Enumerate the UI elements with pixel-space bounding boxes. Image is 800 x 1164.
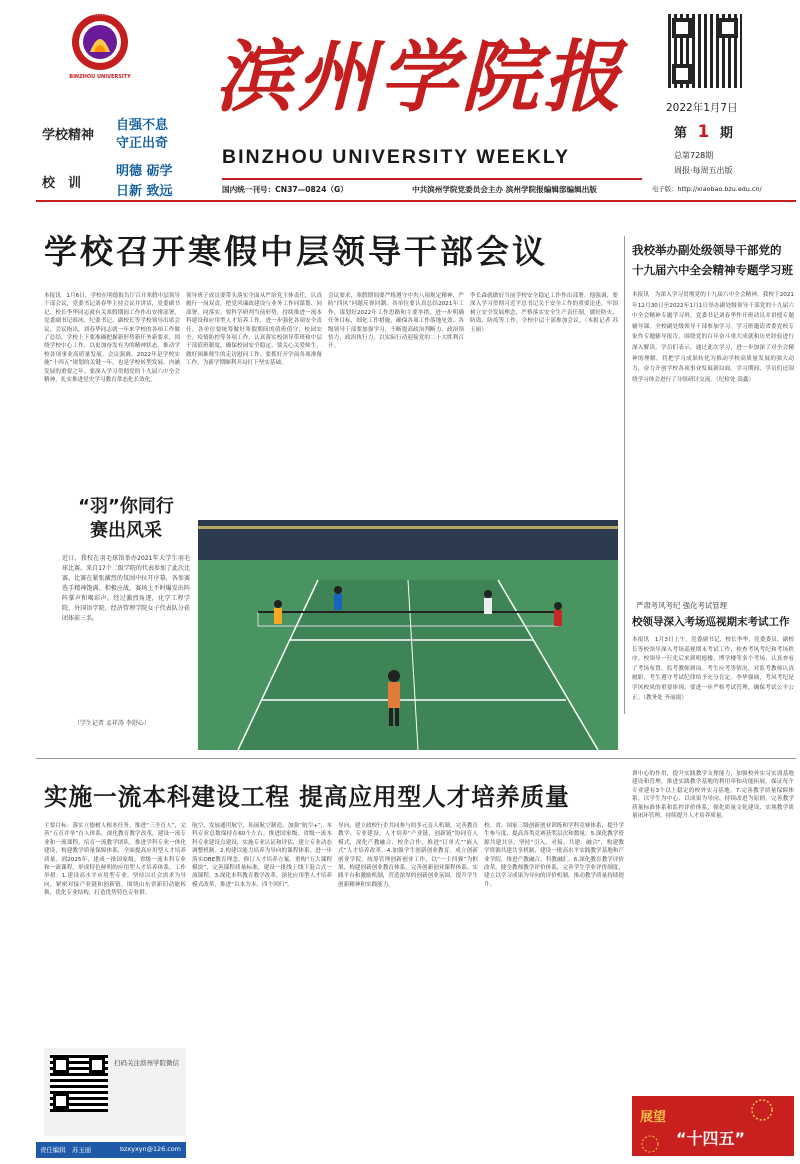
issue-date: 2022年1月7日 — [666, 102, 738, 114]
outlook-title: 展望 — [640, 1110, 667, 1125]
article-4-headline: 实施一流本科建设工程 提高应用型人才培养质量 — [44, 783, 570, 811]
wechat-qr-code — [50, 1054, 108, 1112]
issue-label: 第 — [674, 126, 688, 141]
photo-feature-title-2: 赛出风采 — [90, 520, 162, 541]
e-edition-url[interactable]: 电子版：http://xiaobao.bzu.edu.cn/ — [652, 185, 762, 193]
logo-text: 滨州学院 — [89, 11, 110, 17]
motto-1: 明德 砺学 — [116, 164, 173, 179]
masthead — [0, 0, 800, 226]
badminton-photo — [198, 520, 618, 750]
article-1-col-4: 李长森就做好当前学校安全稳定工作作出部署。他强调，要深入学习贯彻习近平总书记关于安全工作的重要论述，牢固树立安全发展理念，严格落实安全生产责任制，做好防火、防盗、防疫等工作。全校中层干部参加会议。（本报记者 苏玉丽） — [470, 293, 618, 333]
school-spirit-2: 守正出奇 — [116, 136, 169, 151]
school-spirit-1: 自强不息 — [116, 118, 169, 133]
footer-bar — [36, 1142, 186, 1158]
school-spirit-label: 学校精神 — [42, 128, 95, 143]
outlook-subtitle: “十四五” — [676, 1129, 746, 1148]
sponsor-text: 中共滨州学院党委员会主办 滨州学院报编辑部编辑出版 — [412, 185, 597, 194]
badminton-court-illustration — [198, 520, 618, 750]
photo-feature-text: 近日，我校在羽毛球馆举办2021年大学生羽毛球比赛。来自17个二级学院的代表参加了此次比赛。比赛在紧张激烈的氛围中拉开序幕，各参赛选手精神饱满、积极应战，赛场上不时爆发出阵阵掌声和喝彩声。经过激烈角逐，化学工程学院、外国语学院、经济管理学院女子代表队分获团体前三名。 — [62, 555, 190, 622]
article-4-col-4: 校、省、国家三级创新创业训练和学科竞赛体系，提升学生参与度，提高各类竞赛获奖层次和数量。5.深化教学资源共建共享。坚持“引入、对接、共建、融合”，构建教学资源共建共享机制，建设一批高水平实践教学基地和产业学院，推进产教融合、科教融汇。6.深化教育教学评价改革。健全教师教学评价体系，完善学生学业评价制度，建立以学习成果为导向的评价机制，推动教学质量持续提升。 — [484, 823, 624, 888]
issue-unit: 期 — [719, 126, 733, 141]
article-4-col-1: 主要目标：落实立德树人根本任务，推进“三全育人”，完善“五育并举”育人体系，深化教育教学改革，建设一流专业和一流课程，培育一流教学团队，推进学科专业一体化建设，构建教学质量保障体系，全面提高应用型人才培养质量。到2025年，建成一批国家级、省级一流本科专业和一流课程，形成特色鲜明的应用型人才培养体系。工作举措：1.建设高水平应用型专业。坚持以社会需求为导向，紧密对接产业链和创新链，围绕山东省新旧动能转换，优化专业结构，打造优势特色专业群。 — [44, 823, 186, 897]
article-1-col-3: 会议要求，寒假期间要严格遵守中央八项规定精神，严防“四风”问题反弹回潮。各单位要认真总结2021年工作，谋划好2022年工作思路和主要举措，进一步明确任务目标，细化工作措施，确保各项工作落地见效。各级领导干部要加强学习，不断提高政治判断力、政治领悟力、政治执行力，以实际行动迎接党的二十大胜利召开。 — [328, 293, 464, 350]
article-3-kicker: 严肃考风考纪 强化考试管理 — [636, 601, 728, 610]
photo-feature-title-1: “羽”你同行 — [78, 496, 174, 517]
issue-no: 1 — [697, 122, 710, 142]
wechat-qr-box — [44, 1048, 186, 1136]
university-emblem-icon — [68, 8, 132, 96]
photo-credit: （学生记者 孟祥涛 李舒心） — [74, 720, 150, 727]
article-3-headline: 校领导深入考场巡视期末考试工作 — [632, 616, 790, 628]
article-4-col-3: 导向，建立政校行企共同参与的多元育人机制，完善教育教学、专业建设、人才培养“产业链、创新链”协同育人模式，深化产教融合、校企合作，推进“订单式”“嵌入式”人才培养改革。4.加强学生创新创业教育。成立创新创业学院，统筹管理创新创业工作，以“一主四翼”为框架，构建创新创业教育体系，完善创新创业课程体系、实践平台和激励机制，营造浓厚的创新创业氛围，提升学生创新精神和实践能力。 — [338, 823, 478, 888]
outlook-banner — [632, 1096, 794, 1156]
article-1-headline: 学校召开寒假中层领导干部会议 — [44, 232, 548, 271]
article-1-col-2: 领导班子成员要带头落实全面从严治党主体责任，认真履行一岗双责，把党风廉政建设与业务工作同谋划、同部署、同落实。要科学研判当前形势，持续推进一流本科建设和应用型人才培养工作，进一步强化各项安全责任。各单位要统筹做好寒假期间的值班值守、校园安全、疫情防控等各项工作，认真落实校领导带班和中层干部值班制度，确保校园安全稳定。要关心关爱师生，做好困难师生的走访慰问工作。要抓好开学前各项准备工作，为新学期顺利开局打下坚实基础。 — [186, 293, 322, 367]
article-2-headline-1: 我校举办副处级领导干部党的 — [632, 243, 782, 257]
newspaper-name-en: BINZHOU UNIVERSITY WEEKLY — [222, 146, 570, 168]
article-2-headline-2: 十九届六中全会精神专题学习班 — [632, 263, 793, 277]
article-2-body: 本报讯 为深入学习贯彻党的十九届六中全会精神，我校于2021年12月30日至2022年1月1日举办副处级领导干部党的十九届六中全会精神专题学习班。党委书记刘春华作开班动员并讲授专题辅导课。全校副处级领导干部参加学习。学习班邀请省委党校专家作专题辅导报告，围绕党的百年奋斗重大成就和历史经验进行深入解读。学员们表示，通过此次学习，进一步加深了对全会精神的理解，将把学习成果转化为推动学校高质量发展的强大动力，奋力开创学校各项事业发展新局面。学习期间，学员们还围绕学习体会进行了分组研讨交流。（纪检处 嵩鑫） — [632, 292, 794, 383]
footer-email: bzxyxyn@126.com — [120, 1145, 181, 1153]
total-issue: 总第728期 — [674, 151, 714, 160]
article-4-col-2: 航空、发展通用航空，拓展航空制造、加强“航空+”，本科专业总数保持在60个左右。推进国家级、省级一流本科专业建设点建设，实施专业认证和评估，建立专业动态调整机制。2.构建以能力培养为导向的课程体系。进一步落实OBE教育理念，修订人才培养方案，重构“五大课程模块”，完善课程质量标准，建设一批线上线下混合式一流课程。3.深化本科教育教学改革。深化应用型人才培养模式改革，推进“以本为本、四个回归”。 — [192, 823, 332, 888]
motto-label: 校 训 — [42, 176, 82, 191]
footer-editor: 责任编辑 苏玉丽 — [40, 1146, 92, 1154]
article-1-col-1: 本报讯 1月6日，学校在明德报告厅召开寒假中层领导干部会议，党委书记刘春华主持会议并讲话，党委副书记、校长李华同志就有关寒假期间工作作出安排部署，党委副书记薛冰、纪委书记、副校长等学校领导出席会议。会议指出，刘春华同志就一年来学校的各项工作做了总结，学校上下要准确把握新形势新任务新要求，围绕学校中心工作，以更加奋发有为的精神状态，推动学校各项事业高质量发展。会议强调，2022年是学校实施“十四五”规划的关键一年，也是学校转型发展、内涵发展的重要之年。要深入学习贯彻党的十九届六中全会精神，扎实推进党史学习教育常态化长效化。 — [44, 293, 180, 384]
issn-text: 国内统一刊号：CN37—0824（G） — [222, 185, 348, 194]
issue-number — [674, 122, 733, 142]
motto-2: 日新 致远 — [116, 184, 173, 199]
article-4-col-5: 训中心的作用，提升实践教学支撑能力，加强校外实习实训基地建设和管理，推进实践教学基地的利用率和功能拓展。保证每个专业建有3个以上稳定的校外实习基地。7.完善教学质量保障体系。以学生为中心、以成果为导向、持续改进为原则，完善教学质量标准体系和监控评价体系，强化质量文化建设，实现教学质量闭环管理，持续提升人才培养质量。 — [632, 771, 794, 820]
newspaper-name: 滨州学院报 — [215, 32, 626, 123]
frequency: 周报·每周五出版 — [674, 166, 733, 175]
university-logo — [68, 8, 132, 96]
logo-en: BINZHOU UNIVERSITY — [69, 74, 131, 80]
article-3-body: 本报讯 1月3日上午，党委副书记、校长李华，党委委员、副校长等校领导深入考场巡视期末考试工作，检查考风考纪和考场秩序。校领导一行先后来到明德楼、博学楼等多个考场，认真查看了考场布置、监考教师到岗、考生应考等情况，对监考教师认真履职、考生遵守考试纪律给予充分肯定。李华强调，考风考纪是学风校风的重要体现，要进一步严格考试管理，确保考试公平公正。（教务处 齐丽霞） — [632, 637, 794, 701]
scan-caption: 扫码关注滨州学院微信 — [114, 1059, 179, 1067]
qr-code — [668, 14, 742, 88]
